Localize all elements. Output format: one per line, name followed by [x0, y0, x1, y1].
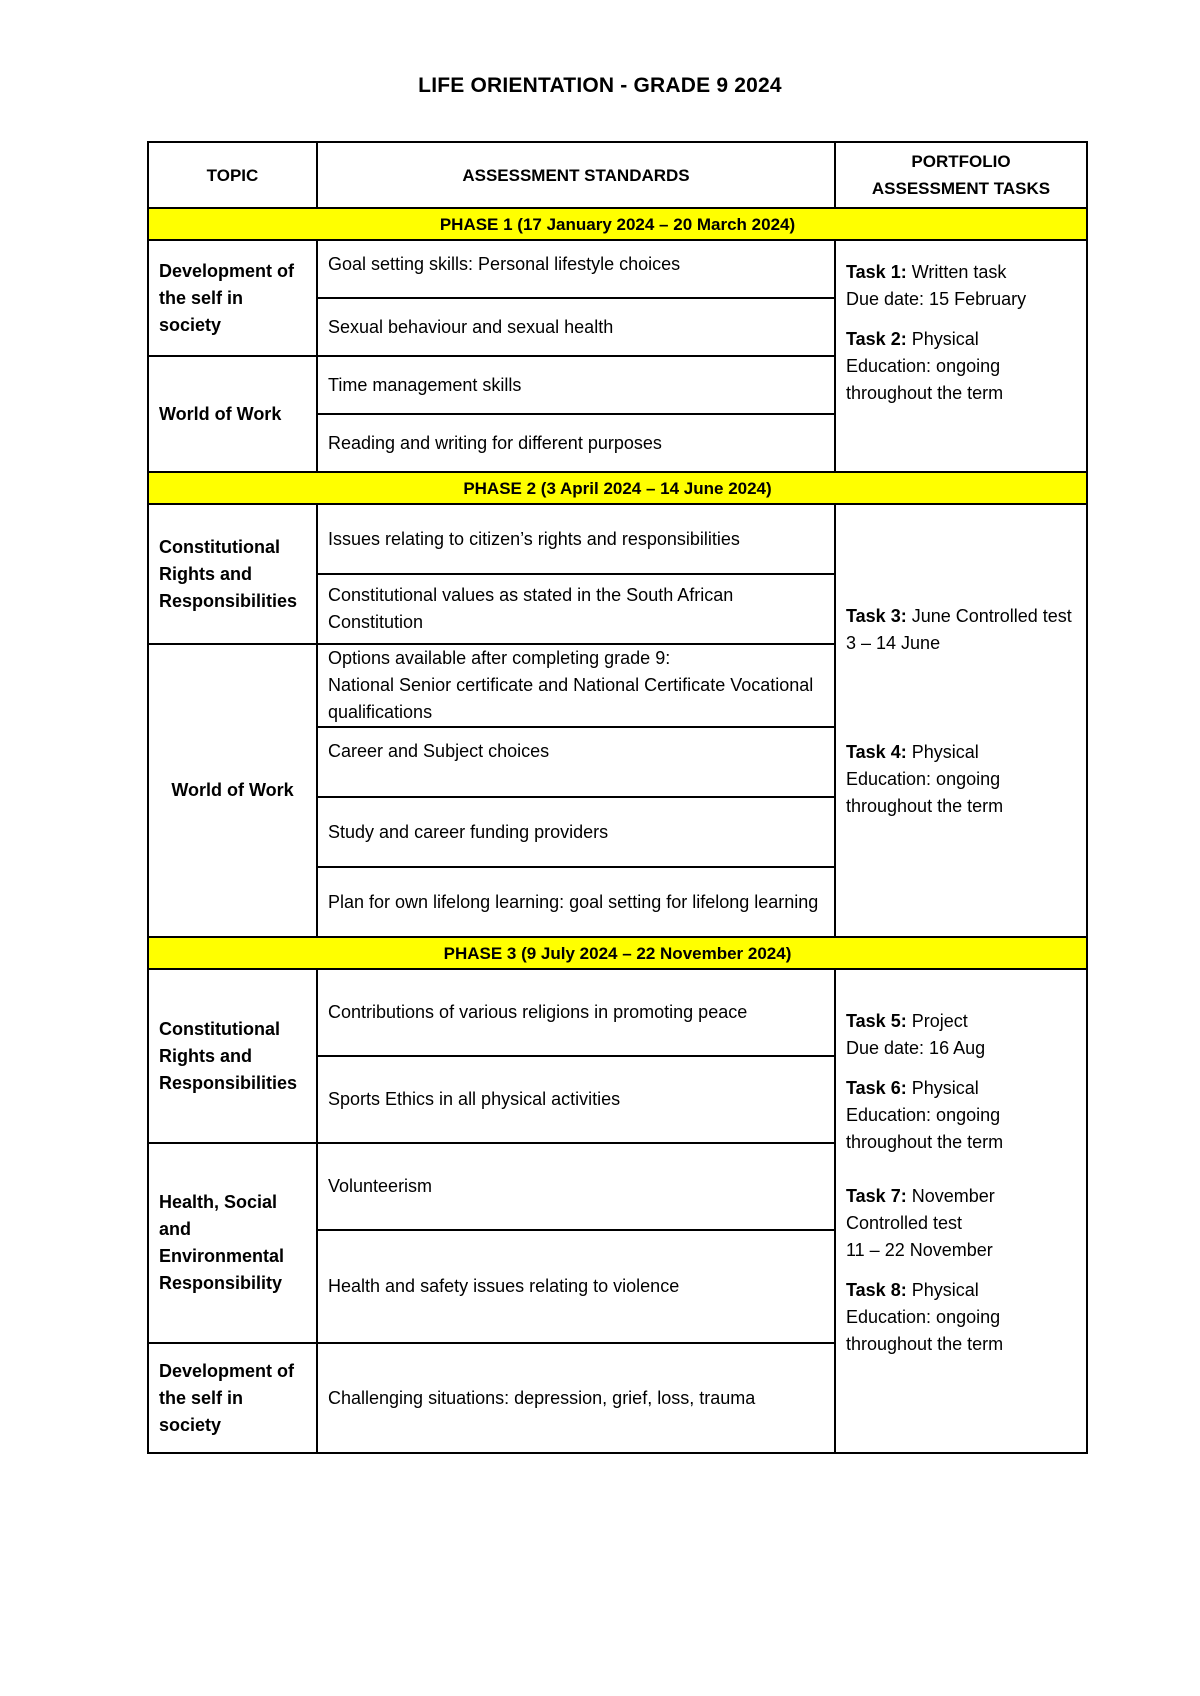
standard-cell: Reading and writing for different purposes	[317, 414, 835, 472]
standard-cell	[317, 644, 835, 727]
page-title: LIFE ORIENTATION - GRADE 9 2024	[418, 74, 782, 97]
standard-cell: Time management skills	[317, 356, 835, 414]
phase-3-label: PHASE 3 (9 July 2024 – 22 November 2024)	[148, 937, 1087, 969]
standard-cell: Challenging situations: depression, grief, loss, trauma	[317, 1343, 835, 1453]
standard-cell: Career and Subject choices	[317, 727, 835, 797]
standard-cell: Sexual behaviour and sexual health	[317, 298, 835, 356]
topic-cell: Development of the self in society	[148, 240, 317, 356]
task-item: Task 6: Physical Education: ongoing throughout the term	[846, 1078, 1004, 1152]
topic-cell: Health, Social and Environmental Responsibility	[148, 1143, 317, 1343]
standard-cell: Study and career funding providers	[317, 797, 835, 867]
topic-cell: Constitutional Rights and Responsibilities	[148, 969, 317, 1143]
assessment-table	[147, 141, 1088, 1454]
tasks-cell	[835, 969, 1087, 1453]
phase-row	[148, 208, 1087, 240]
task-item: Task 7: November Controlled test 11 – 22 November	[846, 1186, 995, 1260]
header-standards: ASSESSMENT STANDARDS	[317, 142, 835, 208]
tasks-cell	[835, 240, 1087, 472]
standard-cell: Health and safety issues relating to violence	[317, 1230, 835, 1343]
task-item: Task 4: Physical Education: ongoing throughout the term	[846, 742, 1004, 816]
task-item: Task 5: Project Due date: 16 Aug	[846, 1011, 986, 1058]
phase-row	[148, 937, 1087, 969]
phase-1-label: PHASE 1 (17 January 2024 – 20 March 2024)	[148, 208, 1087, 240]
task-item: Task 2: Physical Education: ongoing throughout the term	[846, 329, 1004, 403]
standard-cell: Constitutional values as stated in the South African Constitution	[317, 574, 835, 644]
standard-cell: Plan for own lifelong learning: goal setting for lifelong learning	[317, 867, 835, 937]
topic-cell: Development of the self in society	[148, 1343, 317, 1453]
phase-2-label: PHASE 2 (3 April 2024 – 14 June 2024)	[148, 472, 1087, 504]
topic-cell: Constitutional Rights and Responsibilities	[148, 504, 317, 644]
header-tasks	[835, 142, 1087, 208]
task-item: Task 1: Written task Due date: 15 February	[846, 262, 1027, 309]
standard-cell: Issues relating to citizen’s rights and responsibilities	[317, 504, 835, 574]
standard-cell: Contributions of various religions in promoting peace	[317, 969, 835, 1056]
table-row	[148, 504, 1087, 574]
standard-line: Options available after completing grade 9:	[328, 648, 671, 668]
table-header-row	[148, 142, 1087, 208]
header-tasks-line1: PORTFOLIO	[911, 152, 1011, 171]
task-item: Task 8: Physical Education: ongoing throughout the term	[846, 1280, 1004, 1354]
header-tasks-line2: ASSESSMENT TASKS	[871, 179, 1051, 198]
header-topic: TOPIC	[148, 142, 317, 208]
table-row	[148, 240, 1087, 298]
standard-line: National Senior certificate and National Certificate Vocational qualifications	[328, 675, 814, 722]
standard-cell: Sports Ethics in all physical activities	[317, 1056, 835, 1143]
tasks-cell	[835, 504, 1087, 937]
task-item: Task 3: June Controlled test 3 – 14 June	[846, 606, 1072, 653]
table-row	[148, 969, 1087, 1056]
phase-row	[148, 472, 1087, 504]
standard-cell: Volunteerism	[317, 1143, 835, 1230]
topic-cell: World of Work	[148, 356, 317, 472]
topic-cell: World of Work	[148, 644, 317, 937]
standard-cell: Goal setting skills: Personal lifestyle choices	[317, 240, 835, 298]
